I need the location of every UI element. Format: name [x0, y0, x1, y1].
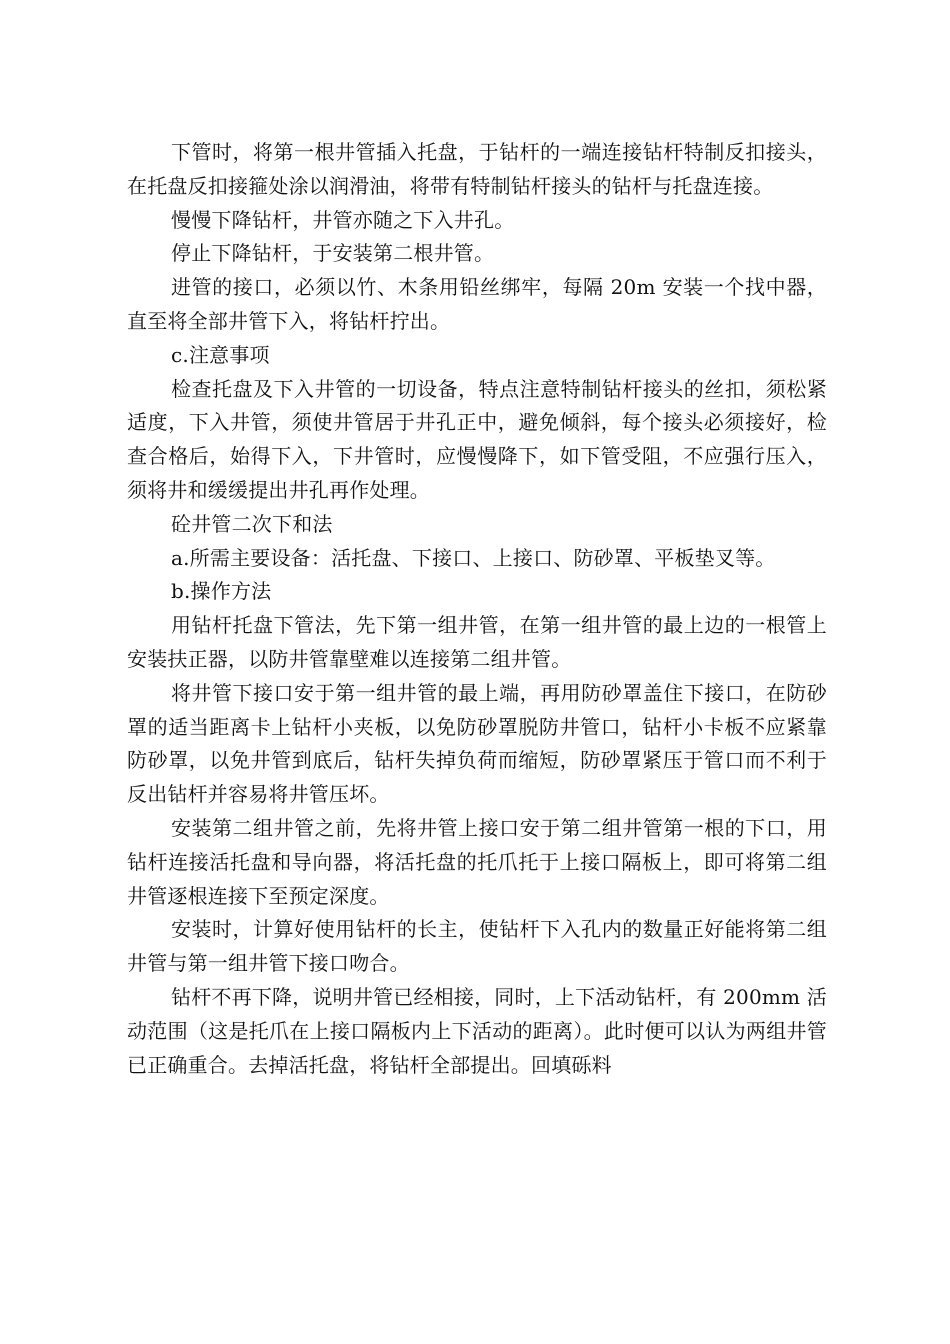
paragraph: 慢慢下降钻杆，井管亦随之下入井孔。	[171, 207, 515, 232]
paragraph: a.所需主要设备：活托盘、下接口、上接口、防砂罩、平板垫叉等。	[171, 545, 776, 570]
paragraph: 安装第二组井管之前，先将井管上接口安于第二组井管第一根的下口，用钻杆连接活托盘和导向器，将活托盘的托爪托于上接口隔板上，即可将第二组井管逐根连接下至预定深度。	[127, 815, 827, 908]
section-heading: b.操作方法	[171, 579, 272, 604]
paragraph: 检查托盘及下入井管的一切设备，特点注意特制钻杆接头的丝扣，须松紧适度，下入井管，须使井管居于井孔正中，避免倾斜，每个接头必须接好，检查合格后，始得下入，下井管时，应慢慢降下，如下管受阻，不应强行压入，须将井和缓缓提出井孔再作处理。	[127, 376, 827, 502]
paragraph: 安装时，计算好使用钻杆的长主，使钻杆下入孔内的数量正好能将第二组井管与第一组井管下接口吻合。	[127, 917, 827, 976]
paragraph: 下管时，将第一根井管插入托盘，于钻杆的一端连接钻杆特制反扣接头，在托盘反扣接箍处涂以润滑油，将带有特制钻杆接头的钻杆与托盘连接。	[127, 140, 827, 198]
paragraph: 进管的接口，必须以竹、木条用铅丝绑牢，每隔 20m 安装一个找中器，直至将全部井管下入，将钻杆拧出。	[127, 275, 827, 333]
paragraph: 停止下降钻杆，于安装第二根井管。	[171, 241, 495, 266]
document-body	[127, 136, 827, 1082]
paragraph: 用钻杆托盘下管法，先下第一组井管，在第一组井管的最上边的一根管上安装扶正器，以防井管靠壁难以连接第二组井管。	[127, 613, 827, 671]
paragraph: 钻杆不再下降，说明井管已经相接，同时，上下活动钻杆，有 200mm 活动范围（这是托爪在上接口隔板内上下活动的距离）。此时便可以认为两组井管已正确重合。去掉活托盘，将钻杆全部提出。回填砾料	[127, 984, 827, 1077]
section-heading: 砼井管二次下和法	[171, 511, 333, 536]
section-heading: c.注意事项	[171, 342, 270, 367]
paragraph: 将井管下接口安于第一组井管的最上端，再用防砂罩盖住下接口，在防砂罩的适当距离卡上钻杆小夹板，以免防砂罩脱防井管口，钻杆小卡板不应紧靠防砂罩，以免井管到底后，钻杆失掉负荷而缩短，防砂罩紧压于管口而不利于反出钻杆并容易将井管压坏。	[127, 680, 827, 807]
